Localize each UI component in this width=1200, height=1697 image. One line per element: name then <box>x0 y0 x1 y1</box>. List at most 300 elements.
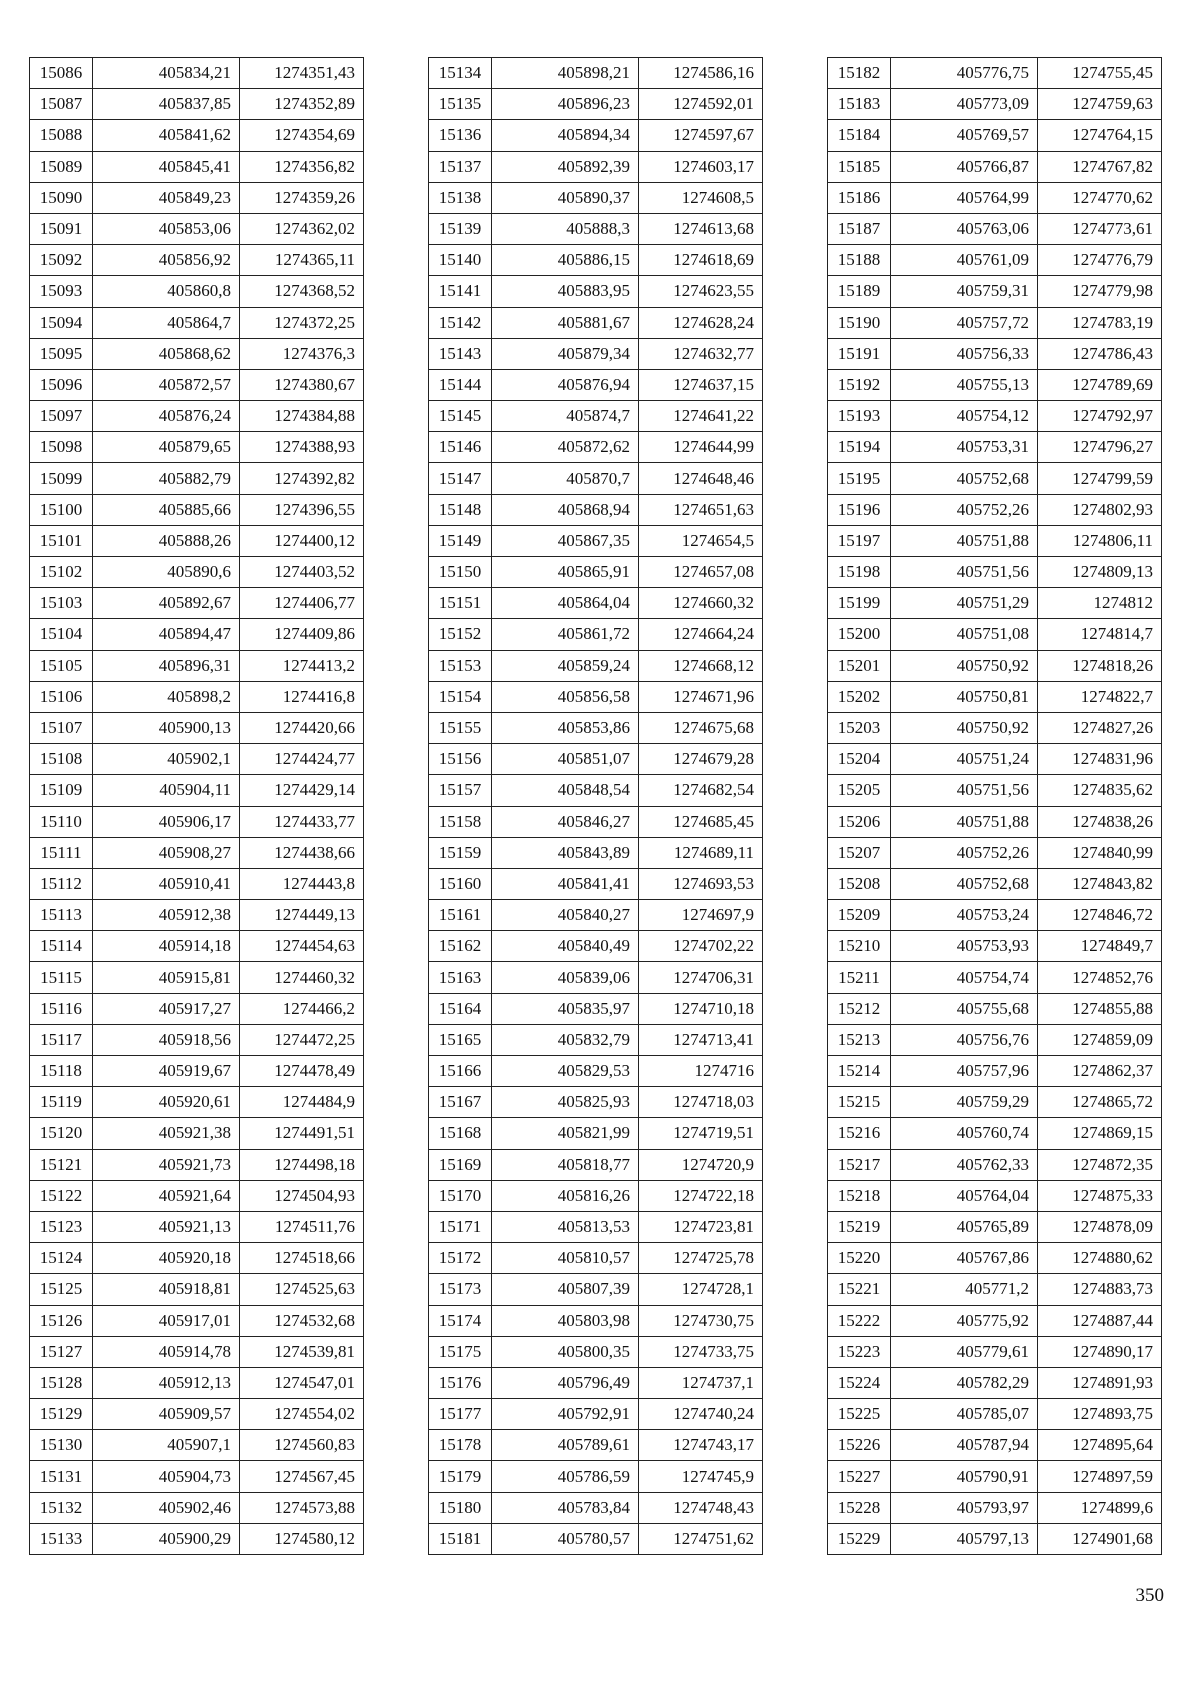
x-coordinate-cell: 405921,64 <box>93 1180 240 1211</box>
point-number-cell: 15229 <box>828 1523 891 1554</box>
x-coordinate-cell: 405894,34 <box>492 120 639 151</box>
x-coordinate-cell: 405845,41 <box>93 151 240 182</box>
point-number-cell: 15202 <box>828 681 891 712</box>
table-row <box>30 744 364 775</box>
y-coordinate-cell: 1274827,26 <box>1038 712 1162 743</box>
y-coordinate-cell: 1274651,63 <box>639 494 763 525</box>
x-coordinate-cell: 405921,13 <box>93 1211 240 1242</box>
x-coordinate-cell: 405876,24 <box>93 401 240 432</box>
x-coordinate-cell: 405797,13 <box>891 1523 1038 1554</box>
point-number-cell: 15087 <box>30 89 93 120</box>
x-coordinate-cell: 405907,1 <box>93 1430 240 1461</box>
y-coordinate-cell: 1274718,03 <box>639 1087 763 1118</box>
table-row <box>429 1367 763 1398</box>
table-row <box>30 401 364 432</box>
y-coordinate-cell: 1274413,2 <box>240 650 364 681</box>
x-coordinate-cell: 405898,2 <box>93 681 240 712</box>
y-coordinate-cell: 1274637,15 <box>639 369 763 400</box>
point-number-cell: 15130 <box>30 1430 93 1461</box>
table-row <box>429 993 763 1024</box>
table-row <box>30 1367 364 1398</box>
x-coordinate-cell: 405853,06 <box>93 213 240 244</box>
point-number-cell: 15134 <box>429 58 492 89</box>
table-row <box>828 1087 1162 1118</box>
point-number-cell: 15126 <box>30 1305 93 1336</box>
point-number-cell: 15099 <box>30 463 93 494</box>
table-row <box>429 681 763 712</box>
y-coordinate-cell: 1274737,1 <box>639 1367 763 1398</box>
table-row <box>429 245 763 276</box>
table-row <box>429 650 763 681</box>
y-coordinate-cell: 1274767,82 <box>1038 151 1162 182</box>
x-coordinate-cell: 405755,13 <box>891 369 1038 400</box>
y-coordinate-cell: 1274887,44 <box>1038 1305 1162 1336</box>
y-coordinate-cell: 1274822,7 <box>1038 681 1162 712</box>
y-coordinate-cell: 1274560,83 <box>240 1430 364 1461</box>
y-coordinate-cell: 1274351,43 <box>240 58 364 89</box>
y-coordinate-cell: 1274511,76 <box>240 1211 364 1242</box>
x-coordinate-cell: 405846,27 <box>492 806 639 837</box>
table-row <box>828 1243 1162 1274</box>
table-row <box>828 58 1162 89</box>
x-coordinate-cell: 405888,3 <box>492 213 639 244</box>
y-coordinate-cell: 1274843,82 <box>1038 868 1162 899</box>
point-number-cell: 15179 <box>429 1461 492 1492</box>
point-number-cell: 15172 <box>429 1243 492 1274</box>
y-coordinate-cell: 1274840,99 <box>1038 837 1162 868</box>
table-row <box>429 1243 763 1274</box>
table-row <box>30 1024 364 1055</box>
table-row <box>429 588 763 619</box>
point-number-cell: 15114 <box>30 931 93 962</box>
y-coordinate-cell: 1274518,66 <box>240 1243 364 1274</box>
x-coordinate-cell: 405751,24 <box>891 744 1038 775</box>
point-number-cell: 15193 <box>828 401 891 432</box>
table-row <box>30 900 364 931</box>
table-row <box>30 993 364 1024</box>
x-coordinate-cell: 405751,08 <box>891 619 1038 650</box>
point-number-cell: 15170 <box>429 1180 492 1211</box>
y-coordinate-cell: 1274835,62 <box>1038 775 1162 806</box>
table-row <box>30 1523 364 1554</box>
y-coordinate-cell: 1274872,35 <box>1038 1149 1162 1180</box>
table-row <box>429 307 763 338</box>
y-coordinate-cell: 1274498,18 <box>240 1149 364 1180</box>
x-coordinate-cell: 405904,73 <box>93 1461 240 1492</box>
x-coordinate-cell: 405790,91 <box>891 1461 1038 1492</box>
table-row <box>429 401 763 432</box>
table-row <box>828 1274 1162 1305</box>
x-coordinate-cell: 405750,92 <box>891 650 1038 681</box>
point-number-cell: 15097 <box>30 401 93 432</box>
y-coordinate-cell: 1274831,96 <box>1038 744 1162 775</box>
table-row <box>30 1430 364 1461</box>
y-coordinate-cell: 1274865,72 <box>1038 1087 1162 1118</box>
x-coordinate-cell: 405751,56 <box>891 557 1038 588</box>
x-coordinate-cell: 405912,13 <box>93 1367 240 1398</box>
table-row <box>429 962 763 993</box>
x-coordinate-cell: 405753,93 <box>891 931 1038 962</box>
y-coordinate-cell: 1274720,9 <box>639 1149 763 1180</box>
table-row <box>30 213 364 244</box>
point-number-cell: 15132 <box>30 1492 93 1523</box>
x-coordinate-cell: 405915,81 <box>93 962 240 993</box>
point-number-cell: 15182 <box>828 58 891 89</box>
y-coordinate-cell: 1274586,16 <box>639 58 763 89</box>
table-row <box>30 1243 364 1274</box>
x-coordinate-cell: 405894,47 <box>93 619 240 650</box>
point-number-cell: 15183 <box>828 89 891 120</box>
point-number-cell: 15108 <box>30 744 93 775</box>
y-coordinate-cell: 1274719,51 <box>639 1118 763 1149</box>
point-number-cell: 15163 <box>429 962 492 993</box>
table-row <box>828 1149 1162 1180</box>
x-coordinate-cell: 405870,7 <box>492 463 639 494</box>
point-number-cell: 15227 <box>828 1461 891 1492</box>
table-row <box>828 744 1162 775</box>
x-coordinate-cell: 405800,35 <box>492 1336 639 1367</box>
x-coordinate-cell: 405789,61 <box>492 1430 639 1461</box>
point-number-cell: 15154 <box>429 681 492 712</box>
y-coordinate-cell: 1274628,24 <box>639 307 763 338</box>
point-number-cell: 15148 <box>429 494 492 525</box>
y-coordinate-cell: 1274716 <box>639 1056 763 1087</box>
y-coordinate-cell: 1274743,17 <box>639 1430 763 1461</box>
y-coordinate-cell: 1274846,72 <box>1038 900 1162 931</box>
table-row <box>828 1492 1162 1523</box>
point-number-cell: 15224 <box>828 1367 891 1398</box>
point-number-cell: 15107 <box>30 712 93 743</box>
point-number-cell: 15151 <box>429 588 492 619</box>
table-row <box>429 182 763 213</box>
table-row <box>828 1336 1162 1367</box>
y-coordinate-cell: 1274352,89 <box>240 89 364 120</box>
y-coordinate-cell: 1274354,69 <box>240 120 364 151</box>
x-coordinate-cell: 405902,1 <box>93 744 240 775</box>
x-coordinate-cell: 405751,88 <box>891 525 1038 556</box>
point-number-cell: 15201 <box>828 650 891 681</box>
x-coordinate-cell: 405920,61 <box>93 1087 240 1118</box>
point-number-cell: 15103 <box>30 588 93 619</box>
table-row <box>429 806 763 837</box>
x-coordinate-cell: 405921,38 <box>93 1118 240 1149</box>
point-number-cell: 15225 <box>828 1399 891 1430</box>
table-row <box>828 1024 1162 1055</box>
point-number-cell: 15173 <box>429 1274 492 1305</box>
point-number-cell: 15116 <box>30 993 93 1024</box>
point-number-cell: 15176 <box>429 1367 492 1398</box>
table-row <box>828 837 1162 868</box>
table-row <box>30 525 364 556</box>
y-coordinate-cell: 1274859,09 <box>1038 1024 1162 1055</box>
x-coordinate-cell: 405753,24 <box>891 900 1038 931</box>
table-row <box>429 151 763 182</box>
y-coordinate-cell: 1274362,02 <box>240 213 364 244</box>
x-coordinate-cell: 405751,56 <box>891 775 1038 806</box>
x-coordinate-cell: 405816,26 <box>492 1180 639 1211</box>
y-coordinate-cell: 1274449,13 <box>240 900 364 931</box>
y-coordinate-cell: 1274623,55 <box>639 276 763 307</box>
x-coordinate-cell: 405835,97 <box>492 993 639 1024</box>
table-row <box>429 744 763 775</box>
x-coordinate-cell: 405851,07 <box>492 744 639 775</box>
point-number-cell: 15215 <box>828 1087 891 1118</box>
y-coordinate-cell: 1274802,93 <box>1038 494 1162 525</box>
point-number-cell: 15155 <box>429 712 492 743</box>
point-number-cell: 15133 <box>30 1523 93 1554</box>
table-row <box>429 338 763 369</box>
point-number-cell: 15101 <box>30 525 93 556</box>
table-row <box>828 1461 1162 1492</box>
x-coordinate-cell: 405853,86 <box>492 712 639 743</box>
point-number-cell: 15091 <box>30 213 93 244</box>
y-coordinate-cell: 1274849,7 <box>1038 931 1162 962</box>
table-row <box>30 1118 364 1149</box>
y-coordinate-cell: 1274869,15 <box>1038 1118 1162 1149</box>
table-row <box>828 338 1162 369</box>
x-coordinate-cell: 405766,87 <box>891 151 1038 182</box>
x-coordinate-cell: 405904,11 <box>93 775 240 806</box>
y-coordinate-cell: 1274878,09 <box>1038 1211 1162 1242</box>
point-number-cell: 15175 <box>429 1336 492 1367</box>
x-coordinate-cell: 405848,54 <box>492 775 639 806</box>
x-coordinate-cell: 405776,75 <box>891 58 1038 89</box>
point-number-cell: 15094 <box>30 307 93 338</box>
y-coordinate-cell: 1274685,45 <box>639 806 763 837</box>
point-number-cell: 15213 <box>828 1024 891 1055</box>
x-coordinate-cell: 405888,26 <box>93 525 240 556</box>
x-coordinate-cell: 405917,27 <box>93 993 240 1024</box>
y-coordinate-cell: 1274818,26 <box>1038 650 1162 681</box>
point-number-cell: 15168 <box>429 1118 492 1149</box>
x-coordinate-cell: 405892,67 <box>93 588 240 619</box>
y-coordinate-cell: 1274438,66 <box>240 837 364 868</box>
y-coordinate-cell: 1274539,81 <box>240 1336 364 1367</box>
x-coordinate-cell: 405757,72 <box>891 307 1038 338</box>
y-coordinate-cell: 1274429,14 <box>240 775 364 806</box>
point-number-cell: 15171 <box>429 1211 492 1242</box>
x-coordinate-cell: 405868,94 <box>492 494 639 525</box>
y-coordinate-cell: 1274478,49 <box>240 1056 364 1087</box>
point-number-cell: 15110 <box>30 806 93 837</box>
point-number-cell: 15150 <box>429 557 492 588</box>
table-row <box>30 1056 364 1087</box>
y-coordinate-cell: 1274779,98 <box>1038 276 1162 307</box>
coordinates-table-2 <box>428 57 763 1555</box>
x-coordinate-cell: 405918,56 <box>93 1024 240 1055</box>
point-number-cell: 15143 <box>429 338 492 369</box>
x-coordinate-cell: 405896,31 <box>93 650 240 681</box>
y-coordinate-cell: 1274880,62 <box>1038 1243 1162 1274</box>
table-row <box>429 1523 763 1554</box>
table-body <box>429 58 763 1555</box>
coordinates-table-1 <box>29 57 364 1555</box>
point-number-cell: 15159 <box>429 837 492 868</box>
y-coordinate-cell: 1274359,26 <box>240 182 364 213</box>
table-row <box>429 557 763 588</box>
table-body <box>30 58 364 1555</box>
table-row <box>828 89 1162 120</box>
y-coordinate-cell: 1274862,37 <box>1038 1056 1162 1087</box>
coordinates-table-3 <box>827 57 1162 1555</box>
point-number-cell: 15118 <box>30 1056 93 1087</box>
y-coordinate-cell: 1274852,76 <box>1038 962 1162 993</box>
y-coordinate-cell: 1274618,69 <box>639 245 763 276</box>
x-coordinate-cell: 405909,57 <box>93 1399 240 1430</box>
point-number-cell: 15106 <box>30 681 93 712</box>
table-row <box>30 837 364 868</box>
x-coordinate-cell: 405752,68 <box>891 463 1038 494</box>
y-coordinate-cell: 1274592,01 <box>639 89 763 120</box>
y-coordinate-cell: 1274466,2 <box>240 993 364 1024</box>
point-number-cell: 15152 <box>429 619 492 650</box>
table-row <box>429 525 763 556</box>
point-number-cell: 15093 <box>30 276 93 307</box>
x-coordinate-cell: 405898,21 <box>492 58 639 89</box>
x-coordinate-cell: 405756,76 <box>891 1024 1038 1055</box>
y-coordinate-cell: 1274409,86 <box>240 619 364 650</box>
y-coordinate-cell: 1274532,68 <box>240 1305 364 1336</box>
x-coordinate-cell: 405882,79 <box>93 463 240 494</box>
point-number-cell: 15189 <box>828 276 891 307</box>
point-number-cell: 15188 <box>828 245 891 276</box>
y-coordinate-cell: 1274504,93 <box>240 1180 364 1211</box>
point-number-cell: 15161 <box>429 900 492 931</box>
table-row <box>828 900 1162 931</box>
y-coordinate-cell: 1274675,68 <box>639 712 763 743</box>
table-row <box>828 1367 1162 1398</box>
point-number-cell: 15137 <box>429 151 492 182</box>
table-row <box>828 1211 1162 1242</box>
table-row <box>828 276 1162 307</box>
y-coordinate-cell: 1274783,19 <box>1038 307 1162 338</box>
point-number-cell: 15208 <box>828 868 891 899</box>
table-row <box>30 806 364 837</box>
point-number-cell: 15088 <box>30 120 93 151</box>
table-row <box>30 1399 364 1430</box>
table-row <box>429 58 763 89</box>
table-row <box>828 151 1162 182</box>
table-row <box>30 338 364 369</box>
point-number-cell: 15195 <box>828 463 891 494</box>
y-coordinate-cell: 1274613,68 <box>639 213 763 244</box>
y-coordinate-cell: 1274384,88 <box>240 401 364 432</box>
point-number-cell: 15177 <box>429 1399 492 1430</box>
point-number-cell: 15156 <box>429 744 492 775</box>
x-coordinate-cell: 405764,04 <box>891 1180 1038 1211</box>
x-coordinate-cell: 405879,65 <box>93 432 240 463</box>
x-coordinate-cell: 405757,96 <box>891 1056 1038 1087</box>
table-row <box>429 1149 763 1180</box>
point-number-cell: 15096 <box>30 369 93 400</box>
x-coordinate-cell: 405890,6 <box>93 557 240 588</box>
x-coordinate-cell: 405856,92 <box>93 245 240 276</box>
table-row <box>429 1274 763 1305</box>
y-coordinate-cell: 1274632,77 <box>639 338 763 369</box>
x-coordinate-cell: 405856,58 <box>492 681 639 712</box>
x-coordinate-cell: 405918,81 <box>93 1274 240 1305</box>
table-row <box>828 681 1162 712</box>
y-coordinate-cell: 1274608,5 <box>639 182 763 213</box>
x-coordinate-cell: 405764,99 <box>891 182 1038 213</box>
point-number-cell: 15198 <box>828 557 891 588</box>
table-row <box>30 369 364 400</box>
point-number-cell: 15129 <box>30 1399 93 1430</box>
point-number-cell: 15220 <box>828 1243 891 1274</box>
y-coordinate-cell: 1274472,25 <box>240 1024 364 1055</box>
point-number-cell: 15210 <box>828 931 891 962</box>
table-row <box>30 1336 364 1367</box>
point-number-cell: 15149 <box>429 525 492 556</box>
x-coordinate-cell: 405760,74 <box>891 1118 1038 1149</box>
table-row <box>30 151 364 182</box>
table-row <box>30 681 364 712</box>
table-row <box>429 1492 763 1523</box>
point-number-cell: 15184 <box>828 120 891 151</box>
point-number-cell: 15104 <box>30 619 93 650</box>
y-coordinate-cell: 1274679,28 <box>639 744 763 775</box>
table-row <box>429 1399 763 1430</box>
table-row <box>429 837 763 868</box>
point-number-cell: 15204 <box>828 744 891 775</box>
table-row <box>828 1180 1162 1211</box>
point-number-cell: 15216 <box>828 1118 891 1149</box>
table-row <box>429 1087 763 1118</box>
x-coordinate-cell: 405752,26 <box>891 837 1038 868</box>
point-number-cell: 15194 <box>828 432 891 463</box>
table-row <box>429 868 763 899</box>
point-number-cell: 15169 <box>429 1149 492 1180</box>
x-coordinate-cell: 405867,35 <box>492 525 639 556</box>
point-number-cell: 15098 <box>30 432 93 463</box>
x-coordinate-cell: 405921,73 <box>93 1149 240 1180</box>
point-number-cell: 15141 <box>429 276 492 307</box>
point-number-cell: 15086 <box>30 58 93 89</box>
y-coordinate-cell: 1274755,45 <box>1038 58 1162 89</box>
y-coordinate-cell: 1274809,13 <box>1038 557 1162 588</box>
x-coordinate-cell: 405756,33 <box>891 338 1038 369</box>
table-row <box>429 1180 763 1211</box>
x-coordinate-cell: 405767,86 <box>891 1243 1038 1274</box>
x-coordinate-cell: 405807,39 <box>492 1274 639 1305</box>
x-coordinate-cell: 405761,09 <box>891 245 1038 276</box>
table-row <box>429 1211 763 1242</box>
table-row <box>30 58 364 89</box>
y-coordinate-cell: 1274460,32 <box>240 962 364 993</box>
table-row <box>828 557 1162 588</box>
point-number-cell: 15165 <box>429 1024 492 1055</box>
table-row <box>30 463 364 494</box>
y-coordinate-cell: 1274789,69 <box>1038 369 1162 400</box>
table-row <box>828 1305 1162 1336</box>
x-coordinate-cell: 405849,23 <box>93 182 240 213</box>
y-coordinate-cell: 1274725,78 <box>639 1243 763 1274</box>
x-coordinate-cell: 405751,88 <box>891 806 1038 837</box>
table-row <box>828 931 1162 962</box>
y-coordinate-cell: 1274547,01 <box>240 1367 364 1398</box>
x-coordinate-cell: 405793,97 <box>891 1492 1038 1523</box>
point-number-cell: 15140 <box>429 245 492 276</box>
table-row <box>828 993 1162 1024</box>
table-row <box>30 307 364 338</box>
table-row <box>30 1492 364 1523</box>
y-coordinate-cell: 1274748,43 <box>639 1492 763 1523</box>
y-coordinate-cell: 1274573,88 <box>240 1492 364 1523</box>
point-number-cell: 15113 <box>30 900 93 931</box>
x-coordinate-cell: 405914,78 <box>93 1336 240 1367</box>
y-coordinate-cell: 1274388,93 <box>240 432 364 463</box>
point-number-cell: 15222 <box>828 1305 891 1336</box>
